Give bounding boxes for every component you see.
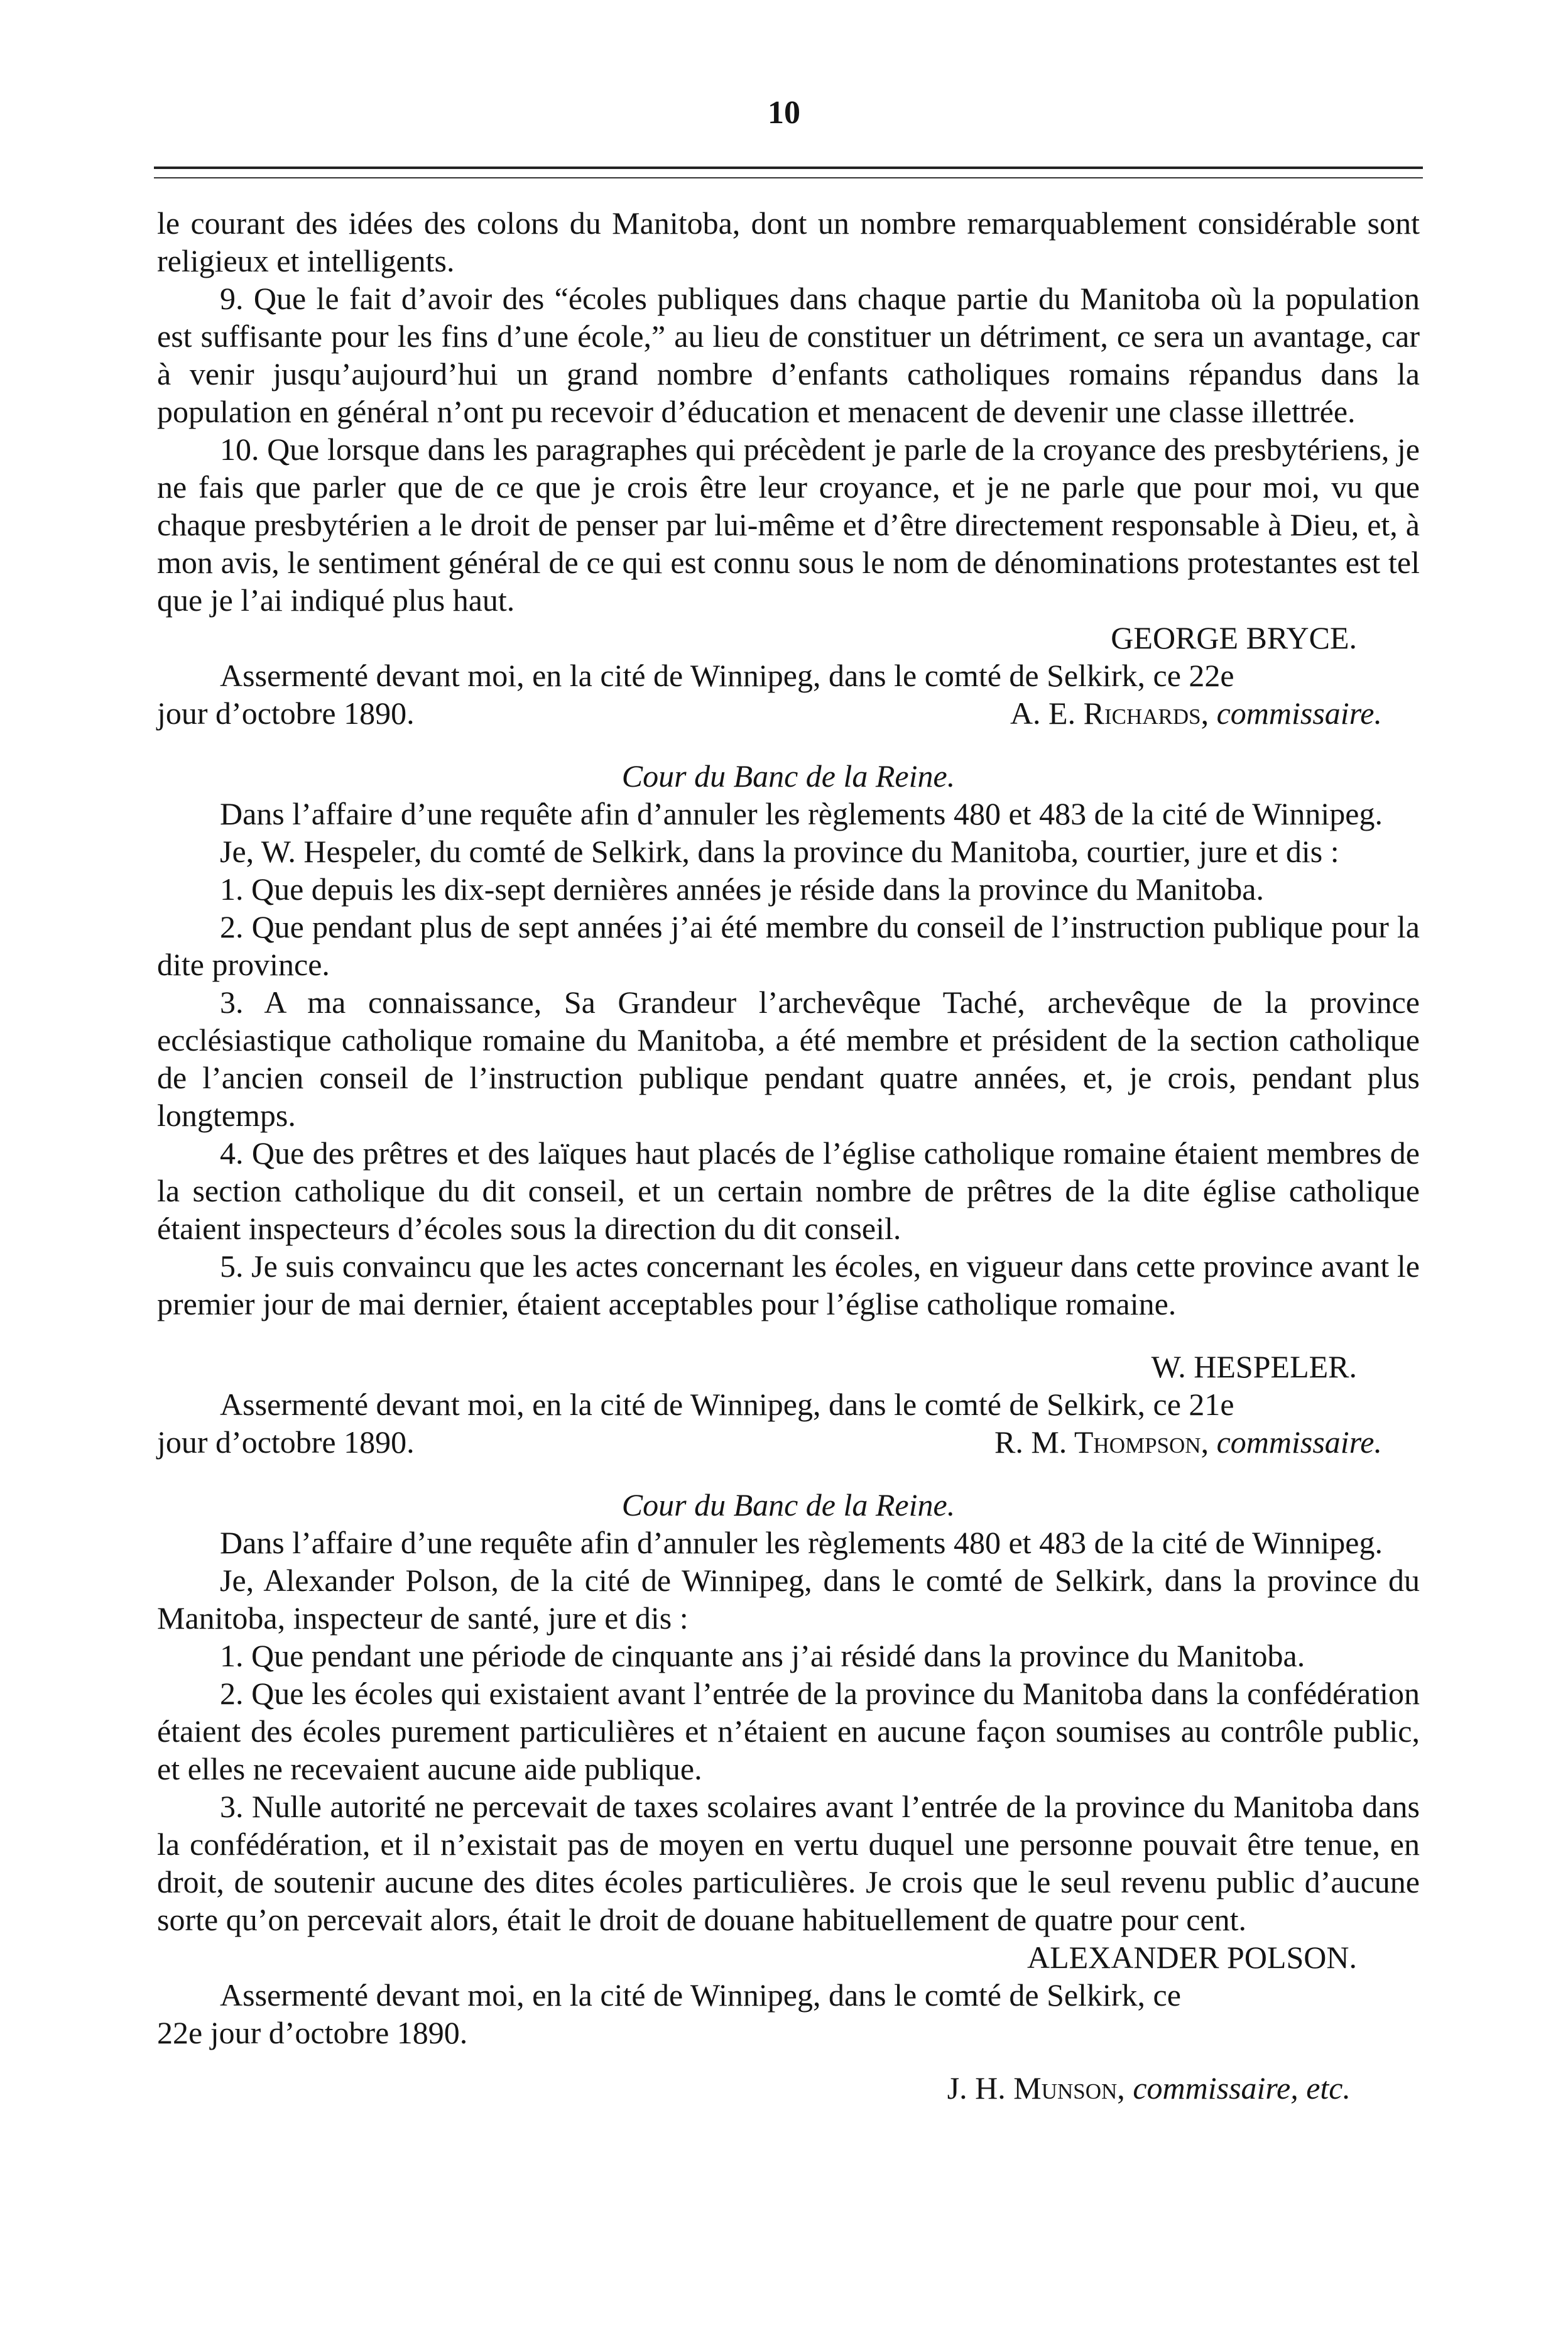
matter-intro: Dans l’affaire d’une requête afin d’annuler les règlements 480 et 483 de la cité de Winnipeg. <box>220 796 1383 831</box>
header-rule <box>154 167 1423 169</box>
deponent-statement: Je, W. Hespeler, du comté de Selkirk, dans la province du Manitoba, courtier, jure et dis : <box>220 834 1339 869</box>
commissioner-title: commissaire. <box>1216 696 1382 731</box>
commissioner-name: A. E. Richards, <box>1010 696 1209 731</box>
commissioner <box>157 2069 1420 2107</box>
sworn-statement: Assermenté devant moi, en la cité de Winnipeg, dans le comté de Selkirk, ce <box>220 1977 1181 2013</box>
paragraph-1: 1. Que depuis les dix-sept dernières années je réside dans la province du Manitoba. <box>220 872 1264 907</box>
header-rule-thin <box>154 177 1423 178</box>
paragraph-continuation: le courant des idées des colons du Manitoba, dont un nombre remarquablement considérable sont religieux et intelligents. <box>157 205 1420 278</box>
matter-intro: Dans l’affaire d’une requête afin d’annuler les règlements 480 et 483 de la cité de Winnipeg. <box>220 1525 1383 1560</box>
paragraph-5: 5. Je suis convaincu que les actes concernant les écoles, en vigueur dans cette province avant le premier jour de mai dernier, étaient acceptables pour l’église catholique romaine. <box>157 1249 1420 1321</box>
paragraph-10: 10. Que lorsque dans les paragraphes qui précèdent je parle de la croyance des presbytériens, je ne fais que parler que de ce que je crois être leur croyance, et je ne parle que pour moi, vu que chaque presbytérien a le droit de penser par lui-même et d’être directement responsable à Dieu, et, à mon avis, le sentiment général de ce qui est connu sous le nom de dénominations protestantes est tel que je l’ai indiqué plus haut. <box>157 432 1420 618</box>
signature-bryce: GEORGE BRYCE. <box>1111 620 1357 655</box>
paragraph-3: 3. A ma connaissance, Sa Grandeur l’archevêque Taché, archevêque de la province ecclésiastique catholique romaine du Manitoba, a été membre et président de la section catholique de l’ancien conseil de l’instruction publique pendant quatre années, et, je crois, pendant plus longtemps. <box>157 985 1420 1133</box>
paragraph-2: 2. Que pendant plus de sept années j’ai été membre du conseil de l’instruction publique pour la dite province. <box>157 909 1420 982</box>
section-heading: Cour du Banc de la Reine. <box>621 1487 956 1522</box>
commissioner-title: commissaire. <box>1216 1424 1382 1460</box>
sworn-line <box>157 1423 1420 1461</box>
commissioner-title: commissaire, etc. <box>1133 2070 1351 2106</box>
commissioner-name: R. M. Thompson, <box>994 1424 1209 1460</box>
sworn-statement: Assermenté devant moi, en la cité de Winnipeg, dans le comté de Selkirk, ce 21e <box>220 1387 1234 1422</box>
signature-hespeler: W. HESPELER. <box>1151 1349 1357 1384</box>
sworn-date: jour d’octobre 1890. <box>157 1424 415 1460</box>
sworn-date: 22e jour d’octobre 1890. <box>157 2015 468 2050</box>
paragraph-9: 9. Que le fait d’avoir des “écoles publiques dans chaque partie du Manitoba où la population est suffisante pour les fins d’une école,” au lieu de constituer un détriment, ce sera un avantage, car à venir jusqu’aujourd’hui un grand nombre d’enfants catholiques romains répandus dans la population en général n’ont pu recevoir d’éducation et menacent de devenir une classe illettrée. <box>157 281 1420 429</box>
paragraph-4: 4. Que des prêtres et des laïques haut placés de l’église catholique romaine étaient membres de la section catholique du dit conseil, et un certain nombre de prêtres de la dite église catholique étaient inspecteurs d’écoles sous la direction du dit conseil. <box>157 1135 1420 1246</box>
commissioner <box>994 1423 1420 1461</box>
sworn-line <box>157 694 1420 732</box>
page-body <box>157 204 1420 2107</box>
commissioner <box>1010 694 1420 732</box>
section-heading: Cour du Banc de la Reine. <box>621 758 956 794</box>
sworn-statement: Assermenté devant moi, en la cité de Winnipeg, dans le comté de Selkirk, ce 22e <box>220 658 1234 693</box>
commissioner-name: J. H. Munson, <box>947 2070 1125 2106</box>
sworn-date: jour d’octobre 1890. <box>157 696 415 731</box>
signature-polson: ALEXANDER POLSON. <box>1027 1940 1357 1975</box>
paragraph-2: 2. Que les écoles qui existaient avant l’entrée de la province du Manitoba dans la confédération étaient des écoles purement particulières et n’étaient en aucune façon soumises au contrôle public, et elles ne recevaient aucune aide publique. <box>157 1676 1420 1786</box>
paragraph-3: 3. Nulle autorité ne percevait de taxes scolaires avant l’entrée de la province du Manitoba dans la confédération, et il n’existait pas de moyen en vertu duquel une personne pouvait être tenue, en droit, de soutenir aucune des dites écoles particulières. Je crois que le seul revenu public d’aucune sorte qu’on percevait alors, était le droit de douane habituellement de quatre pour cent. <box>157 1789 1420 1937</box>
paragraph-1: 1. Que pendant une période de cinquante ans j’ai résidé dans la province du Manitoba. <box>220 1638 1305 1673</box>
page-number: 10 <box>768 95 800 131</box>
deponent-statement: Je, Alexander Polson, de la cité de Winnipeg, dans le comté de Selkirk, dans la province du Manitoba, inspecteur de santé, jure et dis : <box>157 1563 1420 1636</box>
